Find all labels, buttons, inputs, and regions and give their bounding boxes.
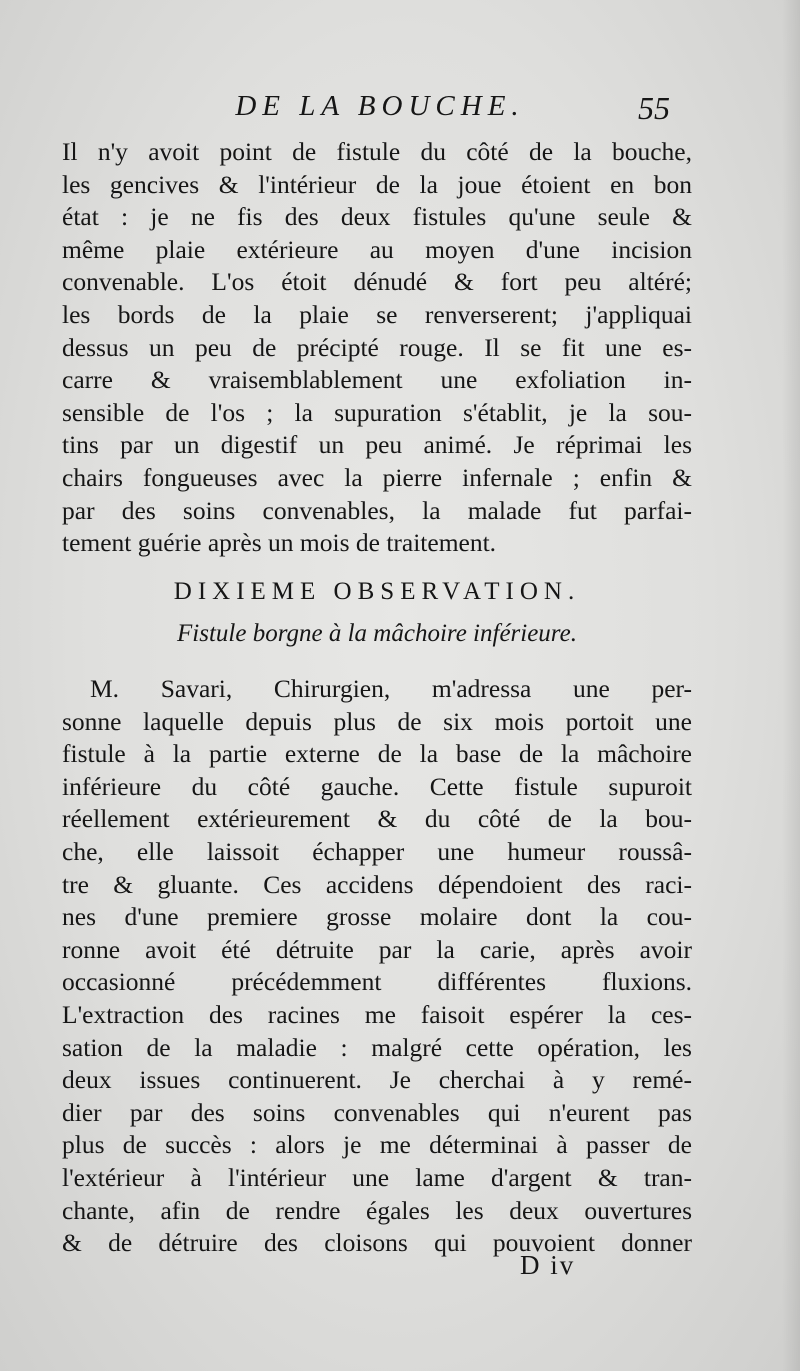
running-head (0, 90, 800, 140)
text-line: occasionné précédemment différentes fluxions. (62, 967, 692, 997)
text-line: convenable. L'os étoit dénudé & fort peu altéré; (62, 267, 692, 297)
text-line: deux issues continuerent. Je cherchai à y remé- (62, 1065, 692, 1095)
text-line: sation de la maladie : malgré cette opération, les (62, 1032, 692, 1062)
text-line: & de détruire des cloisons qui pouvoient donner (62, 1228, 692, 1258)
text-line: plus de succès : alors je me déterminai à passer de (62, 1130, 692, 1160)
text-line: l'extérieur à l'intérieur une lame d'argent & tran- (62, 1162, 692, 1192)
observation-subtitle: Fistule borgne à la mâchoire inférieure. (177, 620, 577, 647)
observation-paragraph (62, 673, 692, 1260)
text-line: dier par des soins convenables qui n'eurent pas (62, 1097, 692, 1127)
text-line: les bords de la plaie se renverserent; j'appliquai (62, 299, 692, 329)
text-line: che, elle laissoit échapper une humeur roussâ- (62, 836, 692, 866)
text-line: les gencives & l'intérieur de la joue étoient en bon (62, 169, 692, 199)
running-title: DE LA BOUCHE. (235, 90, 525, 122)
text-line: tement guérie après un mois de traitement. (62, 528, 497, 558)
scan-edge-shadow (782, 0, 800, 1371)
signature-mark: D iv (520, 1250, 576, 1280)
text-line: état : je ne fis des deux fistules qu'une seule & (62, 202, 692, 232)
text-line: ronne avoit été détruite par la carie, après avoir (62, 934, 692, 964)
text-line: chante, afin de rendre égales les deux ouvertures (62, 1195, 692, 1225)
text-line: sensible de l'os ; la supuration s'établit, je la sou- (62, 397, 692, 427)
text-line: dessus un peu de précipté rouge. Il se fit une es- (62, 332, 692, 362)
text-line: par des soins convenables, la malade fut parfai- (62, 495, 692, 525)
text-line: fistule à la partie externe de la base de la mâchoire (62, 739, 692, 769)
text-line: M. Savari, Chirurgien, m'adressa une per- (90, 674, 692, 703)
text-line: L'extraction des racines me faisoit espérer la ces- (62, 999, 692, 1029)
text-line: nes d'une premiere grosse molaire dont la cou- (62, 902, 692, 932)
observation-heading: DIXIEME OBSERVATION. (173, 578, 581, 605)
text-line: inférieure du côté gauche. Cette fistule supuroit (62, 771, 692, 801)
paragraph-continued (62, 136, 692, 560)
text-line: réellement extérieurement & du côté de la bou- (62, 804, 692, 834)
text-line: tins par un digestif un peu animé. Je réprimai les (62, 430, 692, 460)
text-line: même plaie extérieure au moyen d'une incision (62, 234, 692, 264)
text-line: Il n'y avoit point de fistule du côté de la bouche, (62, 137, 692, 166)
text-line: tre & gluante. Ces accidens dépendoient des raci- (62, 869, 692, 899)
page-number: 55 (638, 90, 670, 126)
text-line: sonne laquelle depuis plus de six mois portoit une (62, 706, 692, 736)
text-line: carre & vraisemblablement une exfoliation in- (62, 365, 692, 395)
text-line: chairs fongueuses avec la pierre infernale ; enfin & (62, 462, 692, 492)
